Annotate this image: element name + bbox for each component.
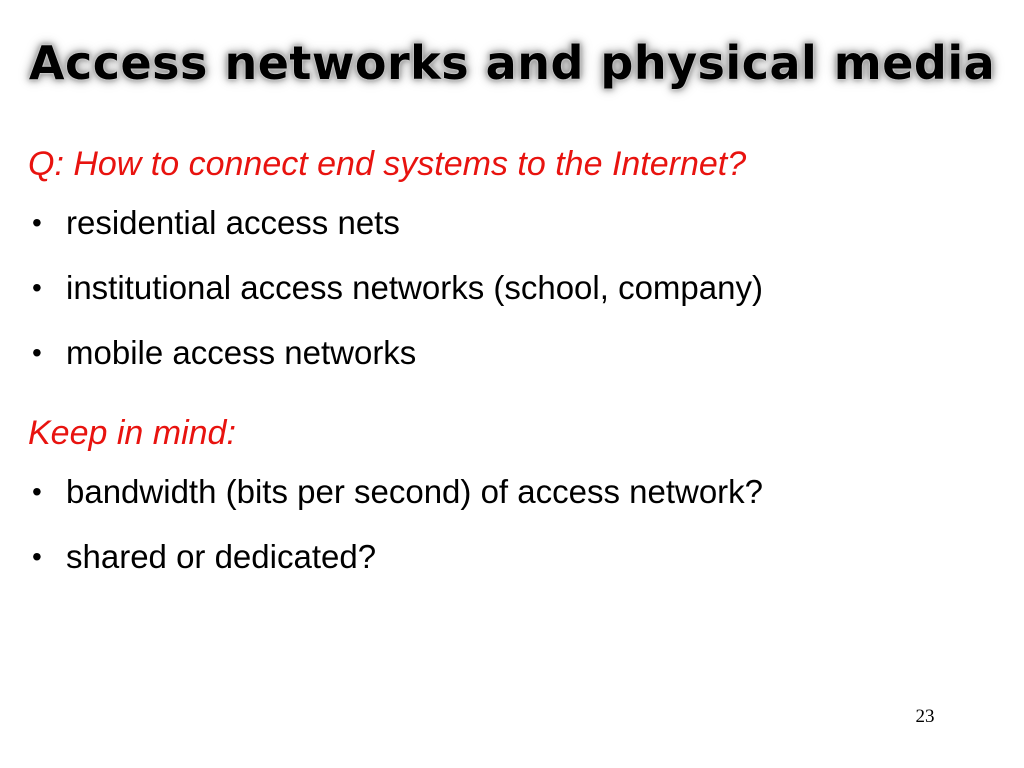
bullet-list	[28, 190, 998, 385]
section-heading: Keep in mind:	[28, 414, 236, 452]
section-heading: Q: How to connect end systems to the Internet?	[28, 145, 747, 183]
bullet-text: mobile access networks	[66, 334, 417, 371]
bullet-item	[28, 524, 998, 589]
bullet-icon: •	[32, 272, 42, 303]
bullet-icon: •	[32, 207, 42, 238]
page-number: 23	[915, 706, 935, 727]
bullet-item	[28, 320, 998, 385]
slide-title: Access networks and physical media	[28, 36, 996, 90]
section-question	[28, 138, 998, 385]
bullet-text: residential access nets	[66, 204, 400, 241]
slide-content	[28, 138, 998, 589]
bullet-list	[28, 459, 998, 589]
bullet-icon: •	[32, 541, 42, 572]
bullet-item	[28, 190, 998, 255]
bullet-text: bandwidth (bits per second) of access network?	[66, 473, 764, 510]
bullet-text: shared or dedicated?	[66, 538, 377, 575]
bullet-icon: •	[32, 476, 42, 507]
bullet-icon: •	[32, 337, 42, 368]
bullet-item	[28, 255, 998, 320]
bullet-item	[28, 459, 998, 524]
section-keep-in-mind	[28, 407, 998, 589]
bullet-text: institutional access networks (school, company)	[66, 269, 763, 306]
